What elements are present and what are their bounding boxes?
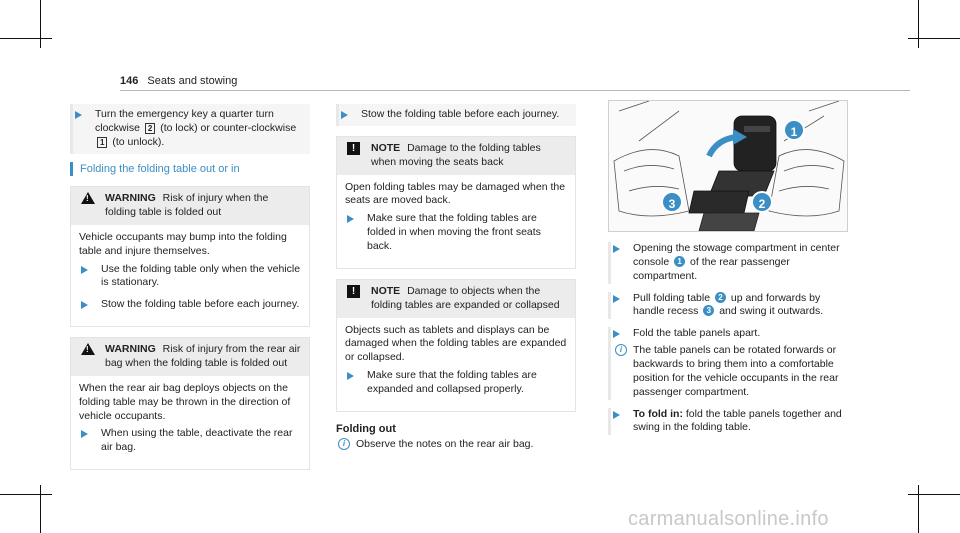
panel-info — [613, 344, 848, 399]
page-title: Seats and stowing — [147, 75, 238, 87]
crop-mark — [0, 38, 52, 39]
step-text: Opening the stowage compartment in center console — [633, 242, 840, 268]
step-arrow-icon — [75, 111, 82, 119]
info-text: Observe the notes on the rear air bag. — [356, 438, 534, 451]
callout-1: 1 — [783, 119, 805, 141]
key-symbol-2: 2 — [145, 123, 155, 134]
note-step — [345, 369, 567, 397]
warning-text: Risk of injury when the folding table is folded out — [105, 192, 269, 218]
step-text: When using the table, deactivate the rear air bag. — [101, 427, 293, 454]
center-console-drawing — [609, 101, 848, 232]
step-text: up and forwards by handle recess — [633, 291, 821, 318]
info-icon: i — [615, 344, 627, 356]
key-symbol-1: 1 — [97, 137, 107, 148]
step-arrow-icon — [81, 266, 88, 274]
step-text: Fold the table panels apart. — [633, 327, 761, 340]
crop-mark — [918, 485, 919, 533]
step-text: (to lock) or counter-clockwise — [160, 121, 297, 134]
note-body-text: Objects such as tablets and displays can be damaged when the folding tables are expanded or collapsed. — [345, 323, 567, 364]
step-text: (to unlock). — [112, 135, 165, 148]
info-icon: i — [338, 438, 350, 450]
crop-mark — [0, 494, 52, 495]
step-arrow-icon — [613, 245, 620, 253]
inline-callout-3: 3 — [703, 305, 714, 316]
folding-out-title: Folding out — [336, 422, 396, 435]
inline-callout-1: 1 — [674, 256, 685, 267]
column-2 — [336, 100, 576, 452]
watermark: carmanualsonline.info — [628, 508, 829, 530]
step-arrow-icon — [347, 372, 354, 380]
callout-2: 2 — [751, 191, 773, 213]
folding-out-info — [336, 438, 576, 452]
inline-callout-2: 2 — [715, 292, 726, 303]
step-text: and swing it outwards. — [719, 305, 824, 318]
note-exclamation-icon: ! — [347, 142, 360, 155]
step-arrow-icon — [81, 430, 88, 438]
step-text: of the rear passenger compartment. — [633, 255, 790, 282]
step-text: Turn the emergency key a quarter turn clockwise — [95, 108, 274, 134]
step-fold-panels — [608, 327, 848, 399]
warning-step — [79, 298, 301, 312]
note-step — [345, 212, 567, 254]
step-arrow-icon — [613, 330, 620, 338]
note-box-1 — [336, 136, 576, 269]
step-text: Use the folding table only when the vehicle is stationary. — [101, 262, 301, 289]
note-text: Damage to objects when the folding tables are expanded or collapsed — [371, 284, 560, 311]
page-header — [120, 74, 237, 89]
warning-box-2 — [70, 337, 310, 470]
crop-mark — [908, 494, 960, 495]
crop-mark — [40, 485, 41, 533]
step-text: Stow the folding table before each journey. — [101, 298, 300, 311]
warning-header — [71, 187, 309, 225]
warning-body — [71, 225, 309, 326]
note-exclamation-icon: ! — [347, 285, 360, 298]
warning-header — [71, 338, 309, 376]
note-body — [337, 175, 575, 268]
warning-body — [71, 376, 309, 469]
fold-in-label: To fold in: — [633, 407, 683, 420]
warning-body-text: Vehicle occupants may bump into the folding table and injure themselves. — [79, 230, 287, 257]
step-pull-table — [608, 292, 848, 320]
note-box-2 — [336, 279, 576, 412]
step-turn-key — [70, 104, 310, 154]
step-arrow-icon — [613, 411, 620, 419]
step-arrow-icon — [613, 295, 620, 303]
step-fold-in — [608, 408, 848, 436]
page-number: 146 — [120, 75, 139, 87]
step-text: Make sure that the folding tables are folded in when moving the front seats back. — [367, 212, 541, 253]
step-arrow-icon — [347, 215, 354, 223]
step-text: Stow the folding table before each journey. — [361, 108, 560, 120]
note-body-text: Open folding tables may be damaged when the seats are moved back. — [345, 180, 566, 207]
step-text: Make sure that the folding tables are expanded and collapsed properly. — [367, 369, 537, 396]
step-arrow-icon — [81, 301, 88, 309]
warning-step — [79, 427, 301, 455]
section-title: Folding the folding table out or in — [70, 162, 310, 177]
warning-step — [79, 263, 301, 291]
note-header — [337, 137, 575, 175]
column-1 — [70, 100, 310, 476]
crop-mark — [908, 38, 960, 39]
folding-table-illustration — [608, 100, 848, 232]
warning-body-text: When the rear air bag deploys objects on the folding table may be thrown in the direction of vehicle occupants. — [79, 381, 291, 422]
warning-box-1 — [70, 186, 310, 327]
note-body — [337, 318, 575, 411]
step-open-compartment — [608, 242, 848, 284]
info-text: The table panels can be rotated forwards or backwards to bring them into a comfortable position for the vehicle occupants in the rear passenger compartment. — [633, 344, 839, 398]
crop-mark — [40, 0, 41, 48]
note-label: NOTE — [371, 141, 401, 154]
note-text: Damage to the folding tables when moving the seats back — [371, 141, 541, 168]
warning-triangle-icon — [81, 343, 95, 355]
warning-triangle-icon — [81, 192, 95, 204]
note-label: NOTE — [371, 284, 401, 297]
crop-mark — [918, 0, 919, 48]
column-3 — [608, 100, 848, 443]
step-stow — [336, 104, 576, 126]
note-header — [337, 280, 575, 318]
warning-label: WARNING — [105, 192, 156, 205]
warning-text: Risk of injury from the rear air bag when the folding table is folded out — [105, 343, 301, 369]
step-arrow-icon — [341, 111, 348, 119]
header-rule — [120, 90, 910, 91]
callout-3: 3 — [661, 191, 683, 213]
step-text: fold the table panels together and swing in the folding table. — [633, 407, 842, 434]
step-text: Pull folding table — [633, 291, 711, 304]
warning-label: WARNING — [105, 343, 156, 356]
